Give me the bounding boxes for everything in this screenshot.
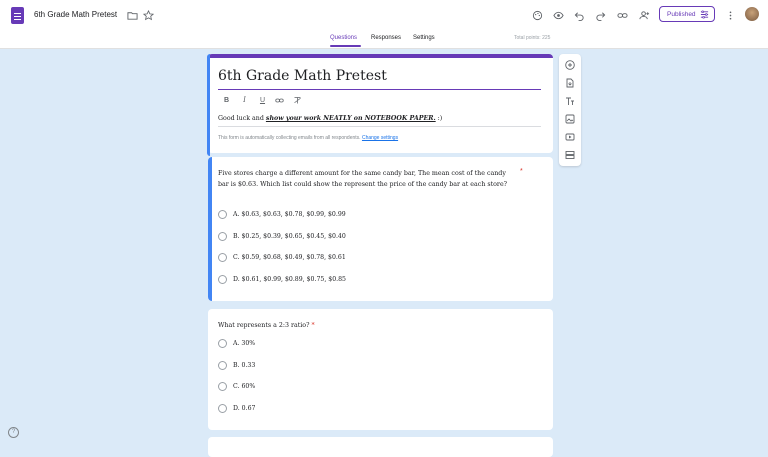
radio-button[interactable] (218, 210, 227, 219)
option-label: C. 60% (233, 383, 256, 390)
radio-button[interactable] (218, 275, 227, 284)
active-tab-indicator (330, 45, 361, 47)
answer-option[interactable] (218, 382, 255, 391)
option-label: D. 0.67 (233, 405, 256, 412)
question-card-3[interactable] (208, 437, 553, 457)
italic-icon[interactable]: I (243, 96, 246, 104)
focus-indicator (207, 54, 210, 156)
question-text[interactable]: Five stores charge a different amount for the same candy bar, The mean cost of the candy bar is $0.63. Which list could show the represent the price of the candy bar at each store? (218, 170, 508, 188)
tab-settings[interactable]: Settings (413, 35, 435, 41)
bold-icon[interactable]: B (223, 97, 230, 104)
forms-logo-icon[interactable] (11, 7, 24, 24)
radio-button[interactable] (218, 361, 227, 370)
required-asterisk: * (311, 322, 315, 329)
import-questions-icon[interactable] (564, 77, 576, 89)
radio-button[interactable] (218, 382, 227, 391)
question-card-1[interactable] (208, 157, 553, 301)
add-title-icon[interactable] (564, 95, 576, 107)
add-section-icon[interactable] (564, 149, 576, 161)
add-image-icon[interactable] (564, 113, 576, 125)
answer-option[interactable] (218, 404, 255, 413)
answer-option[interactable] (218, 253, 346, 262)
option-label: D. $0.61, $0.99, $0.89, $0.75, $0.85 (233, 276, 346, 283)
clear-formatting-icon[interactable] (293, 96, 302, 105)
add-video-icon[interactable] (564, 131, 576, 143)
folder-icon[interactable] (126, 9, 138, 21)
published-label: Published (667, 10, 696, 18)
answer-option[interactable] (218, 339, 255, 348)
question-toolbar (559, 54, 581, 166)
option-label: A. 30% (233, 340, 256, 347)
description-underline (218, 126, 541, 127)
total-points: Total points: 225 (514, 35, 551, 41)
radio-button[interactable] (218, 232, 227, 241)
focus-indicator (208, 157, 212, 301)
link-icon[interactable] (616, 9, 628, 21)
palette-icon[interactable] (531, 9, 543, 21)
form-description[interactable]: Good luck and show your work NEATLY on NOTEBOOK PAPER. :) (218, 115, 443, 122)
form-header-card[interactable] (208, 54, 553, 153)
undo-icon[interactable] (573, 9, 585, 21)
insert-link-icon[interactable] (275, 96, 284, 105)
change-settings-link[interactable]: Change settings (361, 135, 399, 141)
tab-responses[interactable]: Responses (371, 35, 402, 41)
form-title[interactable]: 6th Grade Math Pretest (218, 68, 387, 84)
radio-button[interactable] (218, 339, 227, 348)
preview-icon[interactable] (552, 9, 564, 21)
underline-icon[interactable]: U (259, 97, 266, 104)
publish-settings-icon (700, 10, 709, 19)
email-collection-notice: This form is automatically collecting emails from all respondents. Change settings (218, 135, 399, 141)
option-label: B. $0.25, $0.39, $0.65, $0.45, $0.40 (233, 233, 346, 240)
question-card-2[interactable] (208, 309, 553, 430)
redo-icon[interactable] (594, 9, 606, 21)
add-collaborator-icon[interactable] (638, 9, 650, 21)
avatar[interactable] (745, 7, 759, 21)
radio-button[interactable] (218, 253, 227, 262)
option-label: A. $0.63, $0.63, $0.78, $0.99, $0.99 (233, 211, 346, 218)
question-text[interactable]: What represents a 2:3 ratio? * (218, 322, 315, 329)
form-name[interactable]: 6th Grade Math Pretest (34, 10, 118, 19)
radio-button[interactable] (218, 404, 227, 413)
star-icon[interactable] (142, 9, 154, 21)
title-underline (218, 89, 541, 90)
answer-option[interactable] (218, 210, 346, 219)
required-asterisk: * (520, 168, 523, 175)
option-label: B. 0.33 (233, 362, 256, 369)
answer-option[interactable] (218, 275, 346, 284)
add-question-icon[interactable] (564, 59, 576, 71)
option-label: C. $0.59, $0.68, $0.49, $0.78, $0.61 (233, 254, 346, 261)
published-button[interactable] (659, 6, 715, 22)
answer-option[interactable] (218, 232, 346, 241)
help-icon[interactable]: ? (8, 427, 19, 438)
tab-questions[interactable]: Questions (330, 35, 358, 41)
more-vert-icon[interactable] (724, 9, 736, 21)
answer-option[interactable] (218, 361, 255, 370)
description-emphasis: show your work NEATLY on NOTEBOOK PAPER. (265, 115, 436, 122)
